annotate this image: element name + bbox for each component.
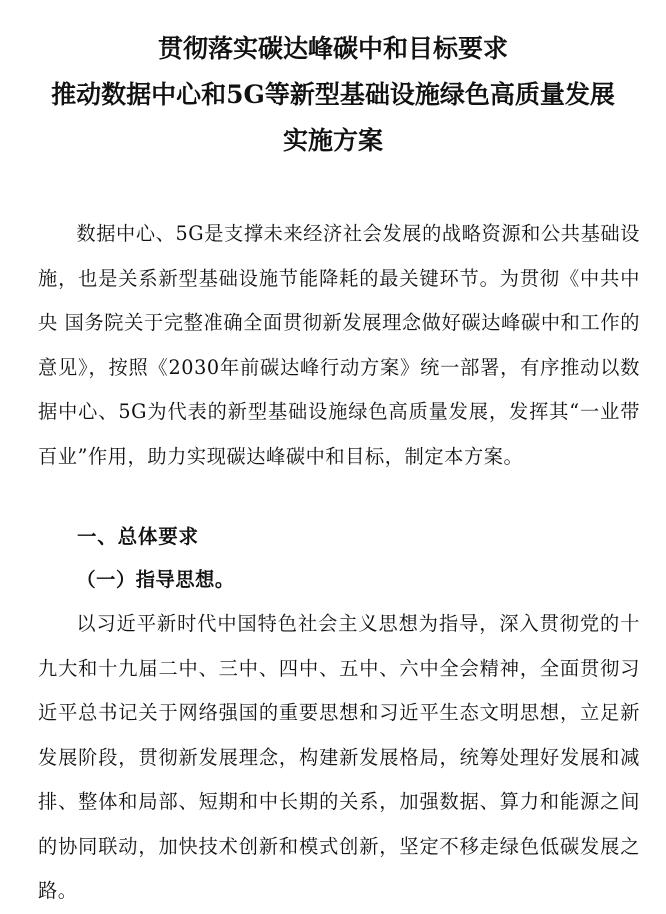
section-heading-general-requirements: 一、总体要求 bbox=[77, 525, 199, 548]
document-title-line-2: 推动数据中心和5G等新型基础设施绿色高质量发展 bbox=[51, 80, 615, 109]
document-title-line-1: 贯彻落实碳达峰碳中和目标要求 bbox=[157, 34, 508, 63]
intro-paragraph: 数据中心、5G是支撑未来经济社会发展的战略资源和公共基础设施，也是关系新型基础设施节能降耗的最关键环节。为贯彻《中共中央 国务院关于完整准确全面贯彻新发展理念做好碳达峰碳中和工作的意见》，按照《2030年前碳达峰行动方案》统一部署，有序推动以数据中心、5G为代表的新型基础设施绿色高质量发展，发挥其“一业带百业”作用，助力实现碳达峰碳中和目标，制定本方案。 bbox=[38, 222, 640, 468]
subsection-heading-guiding-ideology: （一）指导思想。 bbox=[76, 568, 235, 591]
document-title-line-3: 实施方案 bbox=[282, 126, 383, 155]
guiding-ideology-paragraph: 以习近平新时代中国特色社会主义思想为指导，深入贯彻党的十九大和十九届二中、三中、四中、五中、六中全会精神，全面贯彻习近平总书记关于网络强国的重要思想和习近平生态文明思想，立足新发展阶段，贯彻新发展理念，构建新发展格局，统筹处理好发展和减排、整体和局部、短期和中长期的关系，加强数据、算力和能源之间的协同联动，加快技术创新和模式创新，坚定不移走绿色低碳发展之路。 bbox=[38, 612, 640, 902]
